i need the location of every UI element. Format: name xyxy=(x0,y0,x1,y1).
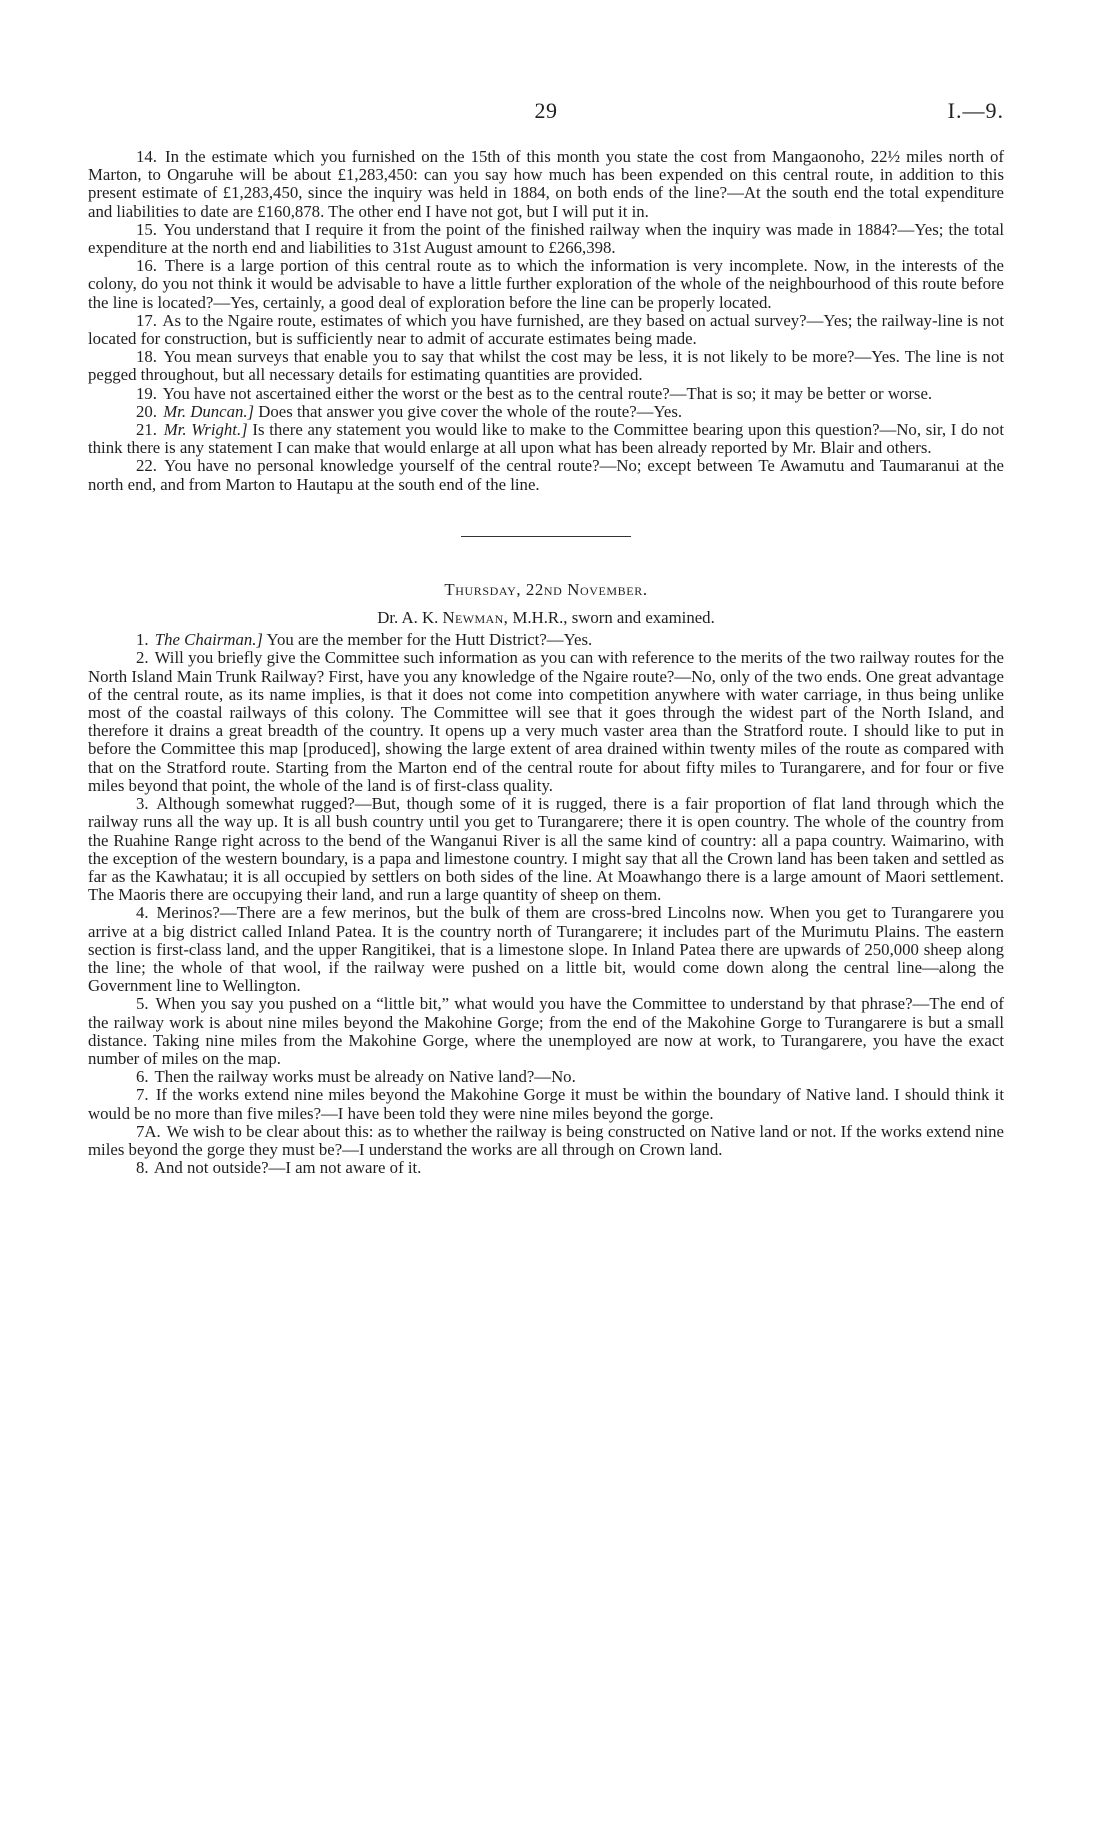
question-text: You mean surveys that enable you to say that whilst the cost may be less, it is not likely to be more?—Yes. The line is not pegged throughout, but all necessary details for estimating quantities are provided. xyxy=(88,347,1004,385)
question-text: In the estimate which you furnished on the 15th of this month you state the cost from Mangaonoho, 22½ miles north of Marton, to Ongaruhe will be about £1,283,450: can you say how much has been expended on this central route, in addition to this present estimate of £1,283,450, since the inquiry was held in 1884, on both ends of the line?—At the south end the total expenditure and liabilities to date are £160,878. The other end I have not got, but I will put it in. xyxy=(88,147,1004,221)
page-number: 29 xyxy=(534,98,558,123)
question-text: There is a large portion of this central route as to which the information is very incomplete. Now, in the interests of the colony, do you not think it would be advisable to have a little further exploration of the whole of the neighbourhood of this route before the line is located?—Yes, certainly, a good deal of exploration before the line can be properly located. xyxy=(88,256,1004,312)
question-text: Will you briefly give the Committee such information as you can with reference to the merits of the two railway routes for the North Island Main Trunk Railway? First, have you any knowledge of the Ngaire route?—No, only of the two ends. One great advantage of the central route, as its name implies, is that it does not come into competition anywhere with water carriage, in thus being unlike most of the coastal railways of this colony. The Committee will see that it goes through the widest part of the North Island, and therefore it drains a great breadth of the country. It opens up a very much vaster area than the Stratford route. I should like to put in before the Committee this map [produced], showing the large extent of area drained within twenty miles of the route as compared with that on the Stratford route. Starting from the Marton end of the central route for about fifty miles to Turangarere, and for four or five miles beyond that point, the whole of the land is of first-class quality. xyxy=(88,648,1004,795)
question-text: You are the member for the Hutt District?—Yes. xyxy=(266,630,593,650)
question-text: You understand that I require it from the point of the finished railway when the inquiry was made in 1884?—Yes; the total expenditure at the north end and liabilities to 31st August amount to £266,398. xyxy=(88,219,1004,258)
question-text: Merinos?—There are a few merinos, but the bulk of them are cross-bred Lincolns now. When you get to Turangarere you arrive at a big district called Inland Patea. It is the country north of Turangarere; it includes part of the Murimutu Plains. The eastern section is first-class land, and the upper Rangitikei, that is a limestone slope. In Inland Patea there are upwards of 250,000 sheep along the line; the whole of that wool, if the railway were pushed on a little bit, would come down along the central line—along the Government line to Wellington. xyxy=(88,903,1004,996)
question-paragraph xyxy=(88,457,1004,493)
paper-reference: I.—9. xyxy=(947,98,1004,123)
witness-name: Newman, xyxy=(442,608,509,628)
question-number: 21. xyxy=(136,420,157,440)
question-text: Then the railway works must be already on Native land?—No. xyxy=(154,1067,576,1087)
question-paragraph xyxy=(88,649,1004,795)
question-paragraph xyxy=(88,348,1004,384)
question-paragraph xyxy=(88,421,1004,457)
question-number: 20. xyxy=(136,401,157,421)
question-paragraph xyxy=(88,795,1004,904)
question-paragraph xyxy=(88,1068,1004,1086)
session-date-heading: Thursday, 22nd November. xyxy=(444,579,648,599)
question-text: If the works extend nine miles beyond the Makohine Gorge it must be within the boundary of Native land. I should think it would be no more than five miles?—I have been told they were nine miles beyond the gorge. xyxy=(88,1085,1004,1123)
question-paragraph xyxy=(88,385,1004,403)
question-paragraph xyxy=(88,403,1004,421)
question-number: 14. xyxy=(136,147,157,166)
question-number: 2. xyxy=(136,648,149,668)
witness-prefix: Dr. A. K. xyxy=(377,608,439,628)
question-number: 16. xyxy=(136,256,157,276)
question-number: 5. xyxy=(136,994,149,1014)
speaker-name: Mr. Wright.] xyxy=(163,420,248,440)
question-text: And not outside?—I am not aware of it. xyxy=(153,1158,422,1178)
question-paragraph xyxy=(88,257,1004,312)
question-text: Does that answer you give cover the whole of the route?—Yes. xyxy=(258,401,683,421)
question-text: You have no personal knowledge yourself of the central route?—No; except between Te Awamutu and Taumaranui at the north end, and from Marton to Hautapu at the south end of the line. xyxy=(88,456,1004,494)
question-number: 22. xyxy=(136,456,157,476)
question-text: As to the Ngaire route, estimates of which you have furnished, are they based on actual survey?—Yes; the railway-line is not located for construction, but is sufficiently near to admit of accurate estimates being made. xyxy=(88,310,1004,349)
question-paragraph xyxy=(88,995,1004,1068)
question-text: Although somewhat rugged?—But, though some of it is rugged, there is a fair proportion of flat land through which the railway runs all the way up. It is all bush country until you get to Turangarere; there it is open country. The whole of the country from the Ruahine Range right across to the bend of the Wanganui River is all the same kind of country: all a papa country. Waimarino, with the exception of the western boundary, is a papa and limestone country. I might say that all the Crown land has been taken and settled as far as the Kawhatau; it is all occupied by settlers on both sides of the line. At Moawhango there is a large amount of Maori settlement. The Maoris there are occupying their land, and run a large quantity of sheep on them. xyxy=(88,794,1004,905)
page-header xyxy=(88,98,1004,130)
section-divider xyxy=(461,536,631,537)
question-paragraph xyxy=(88,221,1004,257)
speaker-name: Mr. Duncan.] xyxy=(163,401,255,421)
question-paragraph xyxy=(88,904,1004,995)
question-paragraph xyxy=(88,1159,1004,1177)
evidence-section-newman xyxy=(88,631,1004,1177)
question-paragraph xyxy=(88,1123,1004,1159)
question-paragraph xyxy=(88,1086,1004,1122)
question-text: When you say you pushed on a “little bit,” what would you have the Committee to understand by that phrase?—The end of the railway work is about nine miles beyond the Makohine Gorge; from the end of the Makohine Gorge to Turangarere is but a small distance. Taking nine miles from the Makohine Gorge, where the unemployed are now at work, to Turangarere, you have the exact number of miles on the map. xyxy=(88,994,1004,1068)
question-text: You have not ascertained either the worst or the best as to the central route?—That is so; it may be better or worse. xyxy=(162,383,933,403)
question-number: 4. xyxy=(136,903,149,923)
speaker-name: The Chairman.] xyxy=(154,630,263,650)
question-number: 18. xyxy=(136,347,157,367)
question-number: 17. xyxy=(136,310,157,330)
question-number: 3. xyxy=(136,794,149,814)
question-text: Is there any statement you would like to make to the Committee bearing upon this question?—No, sir, I do not think there is any statement I can make that would enlarge at all upon what has been already reported by Mr. Blair and others. xyxy=(88,420,1004,458)
question-number: 1. xyxy=(136,630,149,650)
question-paragraph xyxy=(88,631,1004,649)
question-text: We wish to be clear about this: as to whether the railway is being constructed on Native land or not. If the works extend nine miles beyond the gorge they must be?—I understand the works are all through on Crown land. xyxy=(88,1121,1004,1159)
question-paragraph xyxy=(88,148,1004,221)
witness-heading xyxy=(88,609,1004,627)
question-number: 8. xyxy=(136,1158,149,1178)
question-number: 7A. xyxy=(136,1121,161,1141)
question-paragraph xyxy=(88,312,1004,348)
question-number: 19. xyxy=(136,383,157,403)
question-number: 7. xyxy=(136,1085,149,1105)
document-body xyxy=(88,148,1004,1177)
question-number: 6. xyxy=(136,1067,149,1087)
question-number: 15. xyxy=(136,219,157,239)
evidence-section-continued xyxy=(88,148,1004,494)
witness-suffix: M.H.R., sworn and examined. xyxy=(512,608,715,628)
